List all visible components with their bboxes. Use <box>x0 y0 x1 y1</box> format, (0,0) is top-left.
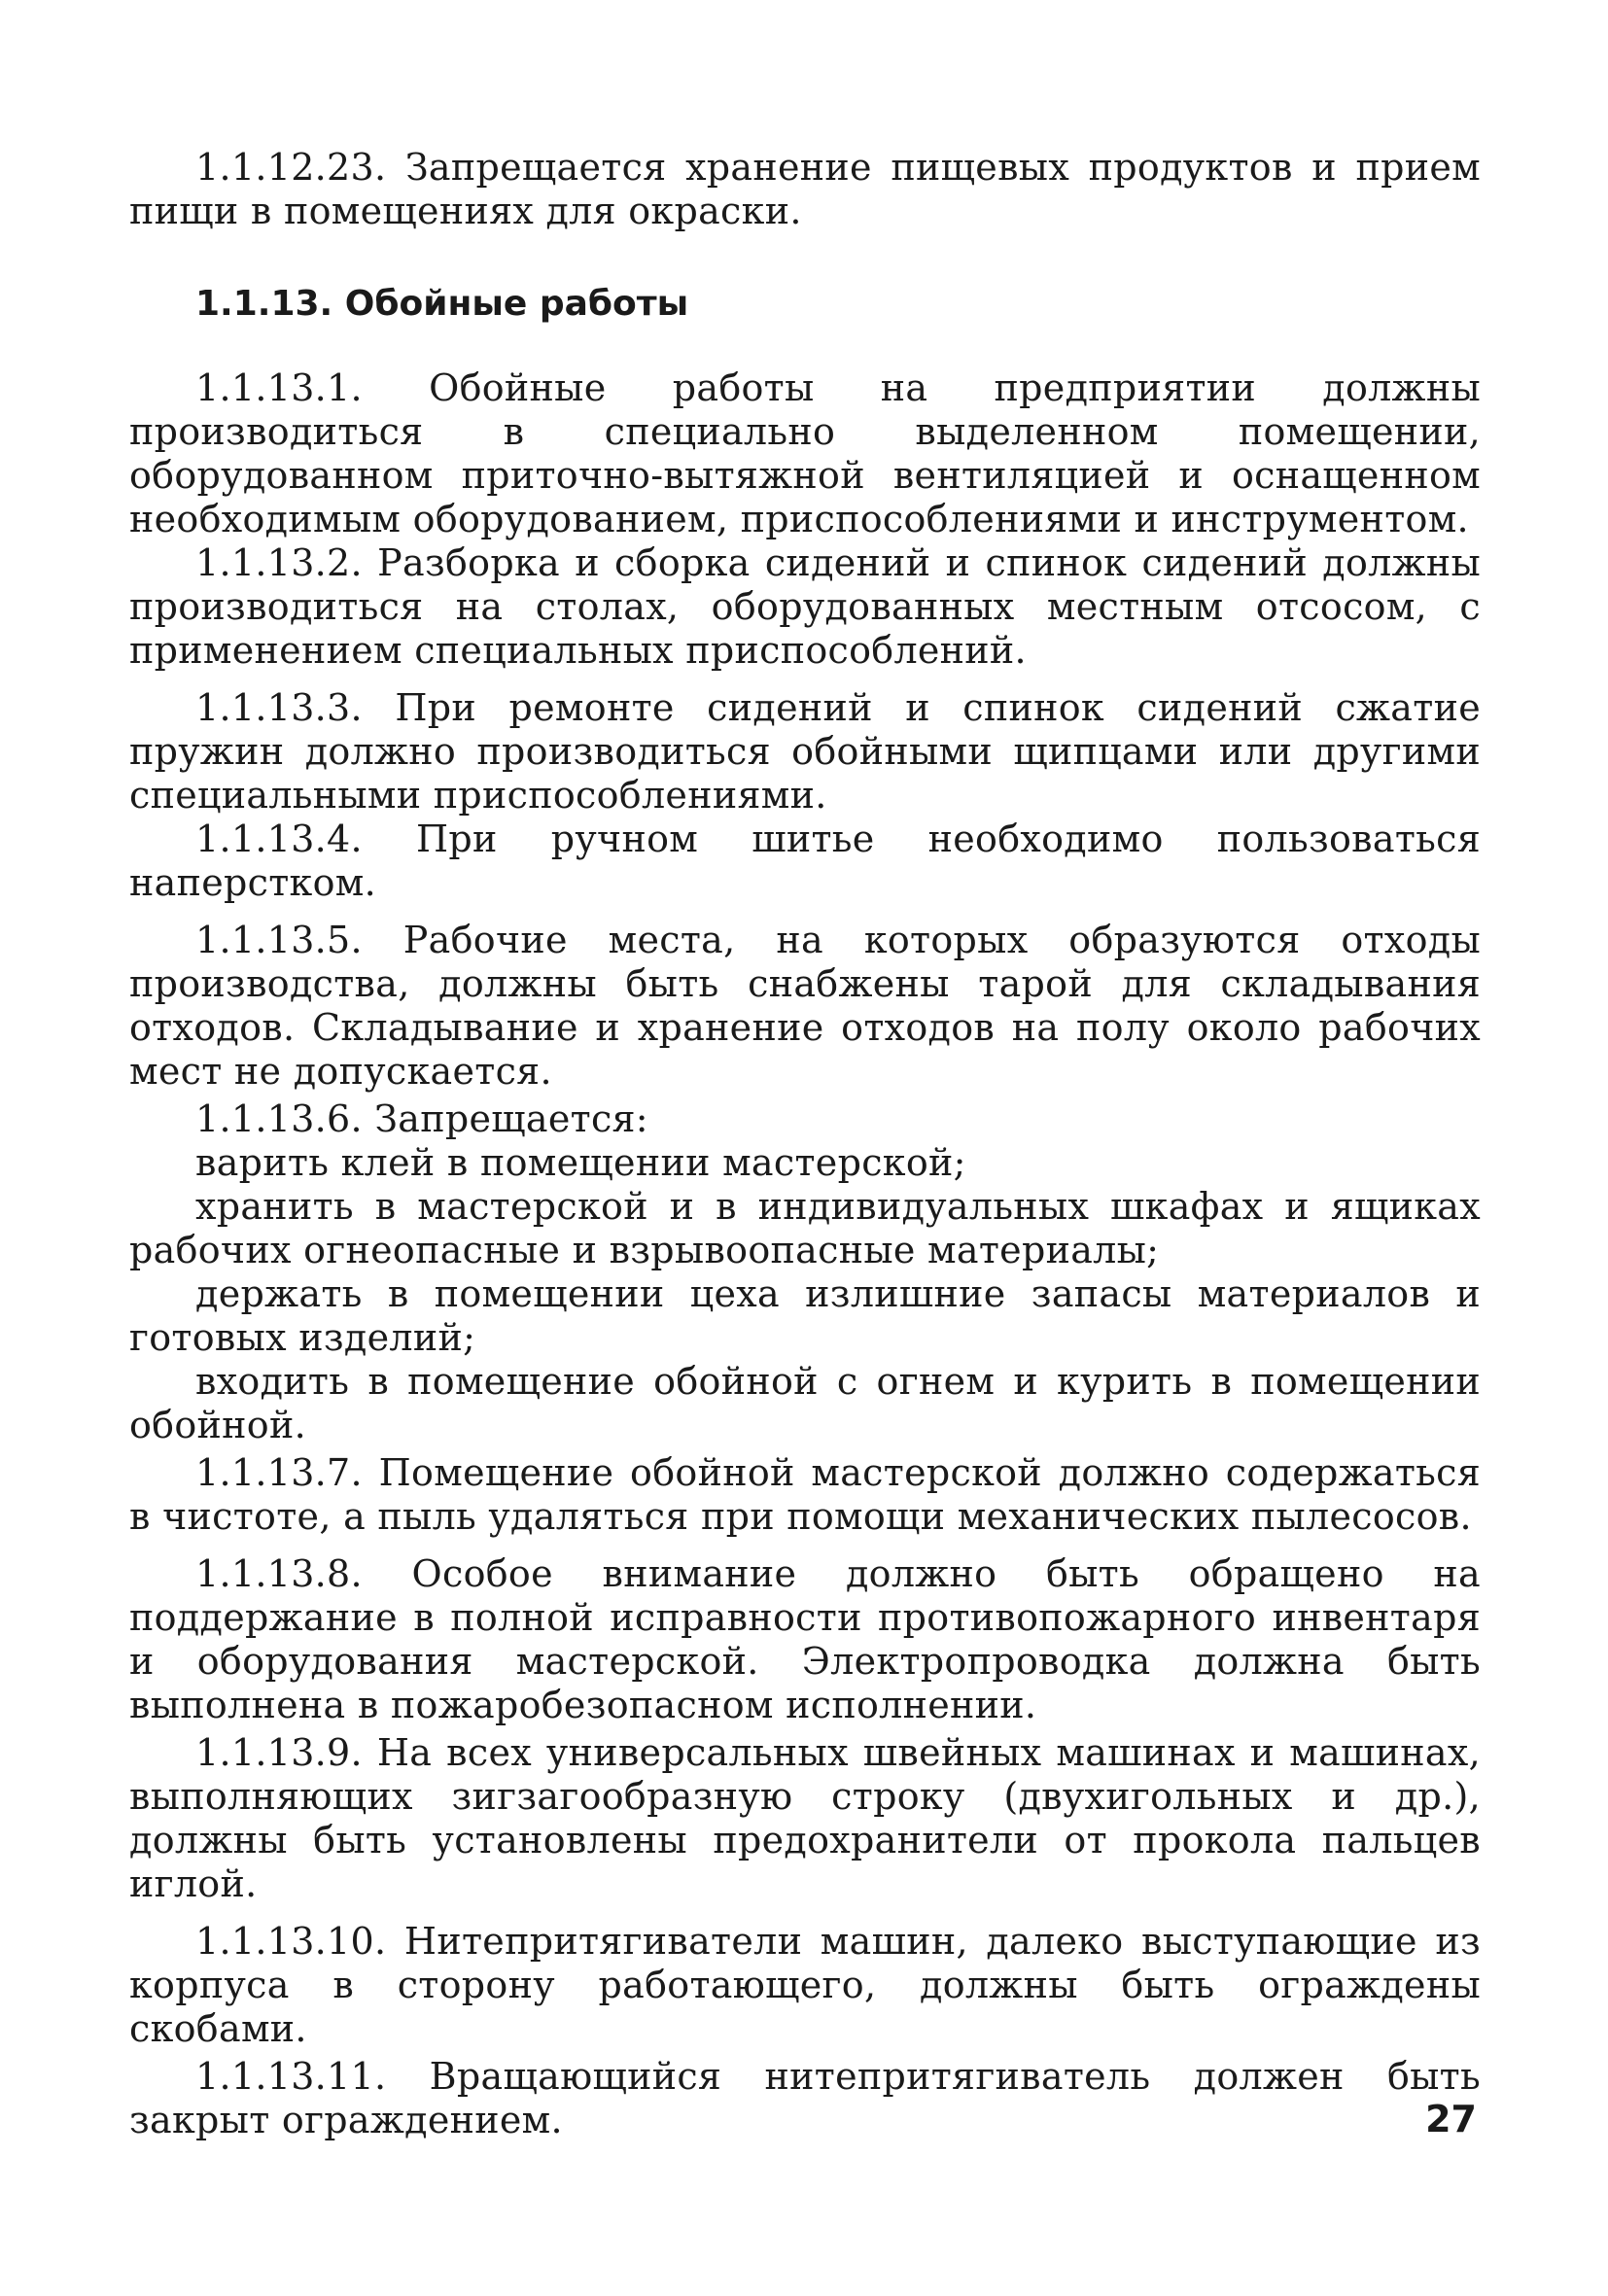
document-page <box>129 146 1481 2142</box>
list-item-prohibition: входить в помещение обойной с огнем и курить в помещении обойной. <box>129 1360 1481 1446</box>
paragraph-1-1-13-1: 1.1.13.1. Обойные работы на предприятии должны производиться в специально выделенном помещении, оборудованном приточно-вытяжной вентиляцией и оснащенном необходимым оборудованием, приспособлениями и инструментом. <box>129 366 1481 540</box>
paragraph-1-1-13-2: 1.1.13.2. Разборка и сборка сидений и спинок сидений должны производиться на столах, оборудованных местным отсосом, с применением специальных приспособлений. <box>129 541 1481 672</box>
paragraph-1-1-13-6: 1.1.13.6. Запрещается: <box>195 1097 648 1140</box>
page-number: 27 <box>1425 2098 1477 2140</box>
paragraph-1-1-13-8: 1.1.13.8. Особое внимание должно быть обращено на поддержание в полной исправности противопожарного инвентаря и оборудования мастерской. Электропроводка должна быть выполнена в пожаробезопасном исполнении. <box>129 1552 1481 1726</box>
list-item-prohibition: хранить в мастерской и в индивидуальных шкафах и ящиках рабочих огнеопасные и взрывоопасные материалы; <box>129 1185 1481 1271</box>
section-heading: 1.1.13. Обойные работы <box>195 284 689 324</box>
paragraph-1-1-13-11: 1.1.13.11. Вращающийся нитепритягиватель должен быть закрыт ограждением. <box>129 2055 1481 2141</box>
paragraph-1-1-13-5: 1.1.13.5. Рабочие места, на которых образуются отходы производства, должны быть снабжены тарой для складывания отходов. Складывание и хранение отходов на полу около рабочих мест не допускается. <box>129 919 1481 1093</box>
list-item-prohibition: варить клей в помещении мастерской; <box>195 1141 966 1184</box>
paragraph-1-1-13-9: 1.1.13.9. На всех универсальных швейных машинах и машинах, выполняющих зигзагообразную строку (двухигольных и др.), должны быть установлены предохранители от прокола пальцев иглой. <box>129 1731 1481 1905</box>
paragraph-1-1-13-7: 1.1.13.7. Помещение обойной мастерской должно содержаться в чистоте, а пыль удаляться при помощи механических пылесосов. <box>129 1451 1481 1538</box>
paragraph-1-1-12-23: 1.1.12.23. Запрещается хранение пищевых продуктов и прием пищи в помещениях для окраски. <box>129 146 1481 232</box>
paragraph-1-1-13-3: 1.1.13.3. При ремонте сидений и спинок сидений сжатие пружин должно производиться обойными щипцами или другими специальными приспособлениями. <box>129 686 1481 817</box>
paragraph-1-1-13-4: 1.1.13.4. При ручном шитье необходимо пользоваться наперстком. <box>129 818 1481 904</box>
list-item-prohibition: держать в помещении цеха излишние запасы материалов и готовых изделий; <box>129 1272 1481 1359</box>
paragraph-1-1-13-10: 1.1.13.10. Нитепритягиватели машин, далеко выступающие из корпуса в сторону работающего, должны быть ограждены скобами. <box>129 1920 1481 2050</box>
